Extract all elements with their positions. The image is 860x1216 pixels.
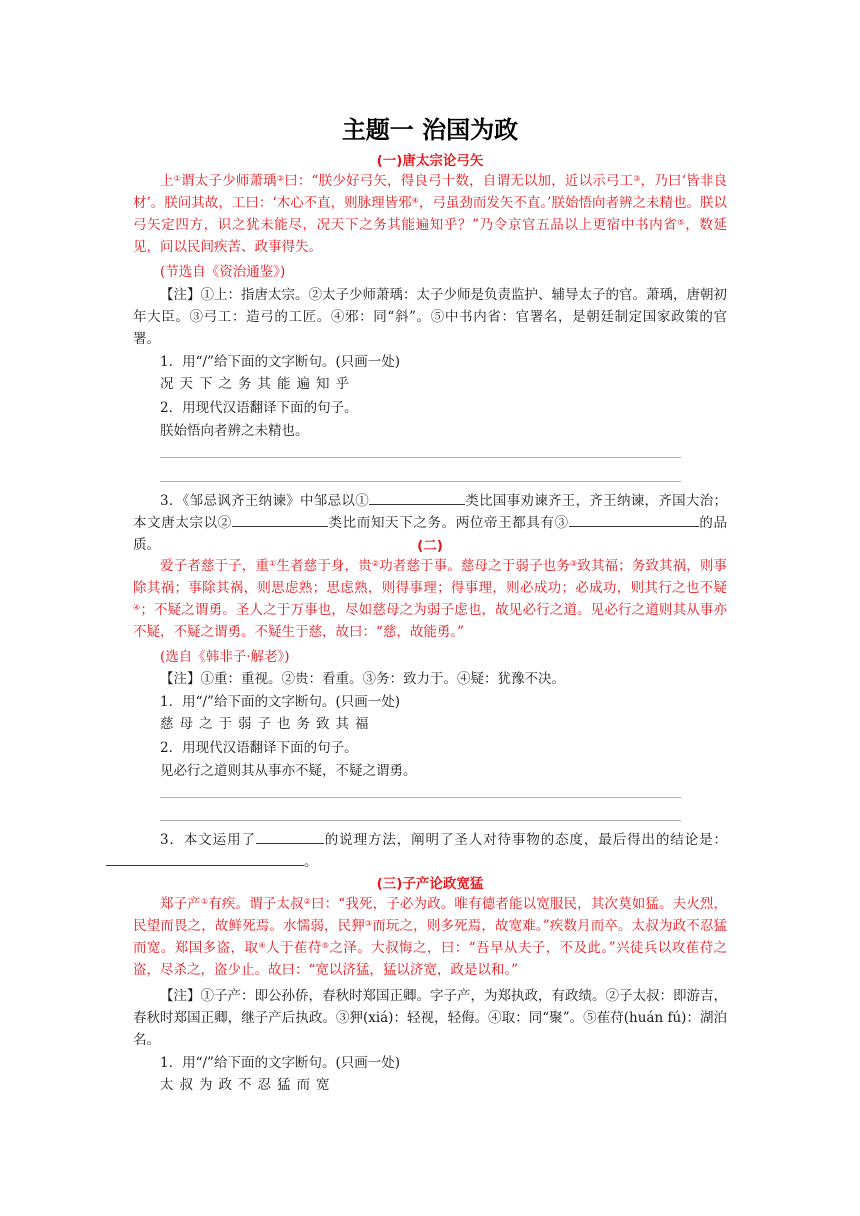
s1-question-1: 1．用“/”给下面的文字断句。(只画一处): [160, 354, 400, 370]
s2-q3-blank-1[interactable]: [256, 829, 324, 844]
s1-question-3: 3．《邹忌讽齐王纳谏》中邹忌以① 类比国事劝谏齐王，齐王纳谏，齐国大治；本文唐太宗以② 类比而知天下之务。两位帝王都具有③ 的品质。: [133, 490, 727, 556]
s1-question-1-text: 况天下之务其能遍知乎: [160, 376, 355, 392]
s1-question-2-text: 朕始悟向者辨之未精也。: [160, 423, 309, 439]
page-title: 主题一 治国为政: [341, 116, 519, 144]
section-3-note: 【注】①子产：即公孙侨，春秋时郑国正卿。字子产，为郑执政，有政绩。②子太叔：即游吉，春秋时郑国正卿，继子产后执政。③狎(xiá)：轻视，轻侮。④取：同“聚”。⑤萑苻(huán fú)：湖泊名。: [133, 988, 727, 1048]
s2-answer-line-2[interactable]: [160, 820, 681, 821]
section-2-passage: 爱子者慈于子，重①生者慈于身，贵②功者慈于事。慈母之于弱子也务③致其福；务致其祸，则事除其祸；事除其祸，则思虑熟；思虑熟，则得事理；得事理，则必成功；必成功，则其行之也不疑④；不疑之谓勇。圣人之于万事也，尽如慈母之为弱子虑也，故见必行之道。见必行之道则其从事亦不疑，不疑之谓勇。不疑生于慈，故曰：“慈，故能勇。”: [133, 558, 728, 640]
section-2-heading: (二): [417, 538, 443, 554]
section-3-passage: 郑子产①有疾。谓子太叔②曰：“我死，子必为政。唯有德者能以宽服民，其次莫如猛。夫火烈，民望而畏之，故鲜死焉。水懦弱，民狎③而玩之，则多死焉，故宽难。”疾数月而卒。太叔为政不忍猛而宽。郑国多盗，取④人于萑苻⑤之泽。大叔悔之，曰：“吾早从夫子，不及此。”兴徒兵以攻萑苻之盗，尽杀之，盗少止。故曰：“宽以济猛，猛以济宽，政是以和。”: [133, 896, 728, 978]
s2-question-3: 3．本文运用了 的说理方法，阐明了圣人对待事物的态度，最后得出的结论是：。: [133, 829, 727, 873]
s1-question-2: 2．用现代汉语翻译下面的句子。: [160, 400, 358, 416]
s2-question-1-text: 慈母之于弱子也务致其福: [160, 716, 375, 732]
section-1-note: 【注】①上：指唐太宗。②太子少师萧瑀：太子少师是负责监护、辅导太子的官。萧瑀，唐朝初年大臣。③弓工：造弓的工匠。④邪：同“斜”。⑤中书内省：官署名，是朝廷制定国家政策的官署。: [133, 287, 727, 347]
section-1-heading: (一)唐太宗论弓矢: [376, 153, 484, 169]
s2-question-1: 1．用“/”给下面的文字断句。(只画一处): [160, 694, 400, 710]
s1-q3-blank-3[interactable]: [569, 512, 699, 527]
s1-q3-blank-1[interactable]: [369, 490, 465, 505]
s1-q3-blank-2[interactable]: [232, 512, 328, 527]
s3-question-1-text: 太叔为政不忍猛而宽: [160, 1077, 336, 1093]
s2-answer-line-1[interactable]: [160, 797, 681, 798]
section-1-source: (节选自《资治通鉴》): [160, 264, 286, 280]
s2-question-2: 2．用现代汉语翻译下面的句子。: [160, 740, 358, 756]
section-3-heading: (三)子产论政宽猛: [376, 876, 484, 892]
s2-q3-blank-2[interactable]: [106, 851, 304, 866]
s1-answer-line-2[interactable]: [160, 481, 681, 482]
section-2-source: (选自《韩非子·解老》): [160, 649, 290, 665]
section-2-note: 【注】①重：重视。②贵：看重。③务：致力于。④疑：犹豫不决。: [160, 671, 565, 687]
section-1-passage: 上①谓太子少师萧瑀②曰：“朕少好弓矢，得良弓十数，自谓无以加，近以示弓工③，乃曰‘皆非良材’。朕问其故，工曰：‘木心不直，则脉理皆邪④，弓虽劲而发矢不直。’朕始悟向者辨之未精也。朕以弓矢定四方，识之犹未能尽，况天下之务其能遍知乎？”乃令京官五品以上更宿中书内省⑤，数延见，问以民间疾苦、政事得失。: [133, 173, 728, 255]
s3-question-1: 1．用“/”给下面的文字断句。(只画一处): [160, 1055, 400, 1071]
s1-answer-line-1[interactable]: [160, 457, 681, 458]
s2-question-2-text: 见必行之道则其从事亦不疑，不疑之谓勇。: [160, 763, 417, 779]
